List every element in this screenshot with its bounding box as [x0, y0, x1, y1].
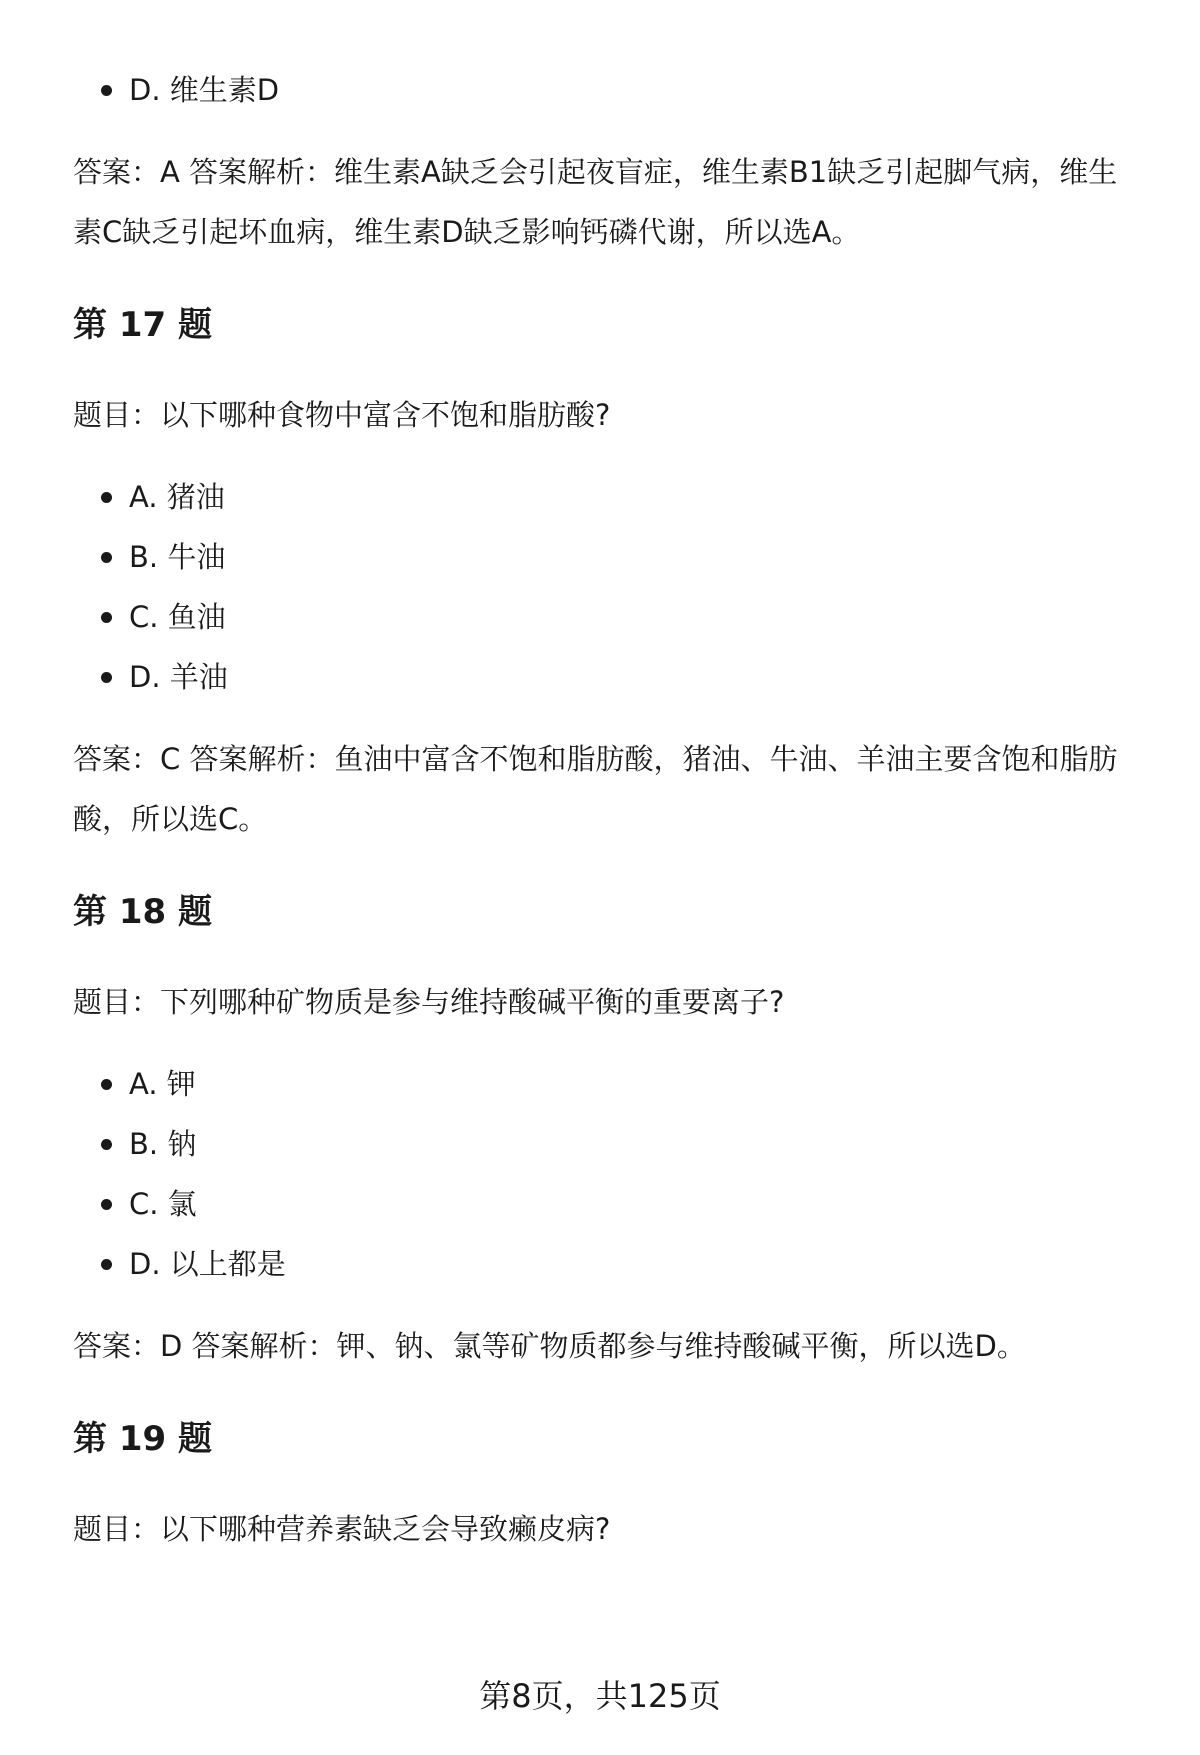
q18-answer: 答案：D 答案解析：钾、钠、氯等矿物质都参与维持酸碱平衡，所以选D。: [73, 1329, 1026, 1363]
q16-options: [73, 60, 1153, 120]
q17-option-d: D. 羊油: [73, 647, 1153, 707]
q18-option-a: A. 钾: [73, 1054, 1153, 1114]
q19-question: 题目：以下哪种营养素缺乏会导致癞皮病?: [73, 1512, 611, 1546]
q18-options: [73, 1054, 1153, 1294]
q16-option-d: D. 维生素D: [73, 60, 1153, 120]
q17-heading: 第 17 题: [73, 305, 212, 345]
q18-option-c: C. 氯: [73, 1174, 1153, 1234]
q17-option-b: B. 牛油: [73, 527, 1153, 587]
q17-option-a: A. 猪油: [73, 467, 1153, 527]
q18-option-b: B. 钠: [73, 1114, 1153, 1174]
q17-question: 题目：以下哪种食物中富含不饱和脂肪酸?: [73, 398, 611, 432]
q17-option-c: C. 鱼油: [73, 587, 1153, 647]
q18-question: 题目：下列哪种矿物质是参与维持酸碱平衡的重要离子?: [73, 985, 785, 1019]
q17-answer-line2: 酸，所以选C。: [73, 802, 268, 836]
q19-heading: 第 19 题: [73, 1419, 212, 1459]
q18-option-d: D. 以上都是: [73, 1234, 1153, 1294]
q17-options: [73, 467, 1153, 707]
q16-answer-line1: 答案：A 答案解析：维生素A缺乏会引起夜盲症，维生素B1缺乏引起脚气病，维生: [73, 155, 1118, 189]
document-page: [73, 0, 1153, 1559]
q17-answer-line1: 答案：C 答案解析：鱼油中富含不饱和脂肪酸，猪油、牛油、羊油主要含饱和脂肪: [73, 742, 1118, 776]
q16-answer-line2: 素C缺乏引起坏血病，维生素D缺乏影响钙磷代谢，所以选A。: [73, 215, 861, 249]
q18-heading: 第 18 题: [73, 892, 212, 932]
page-number: 第8页，共125页: [479, 1677, 721, 1715]
